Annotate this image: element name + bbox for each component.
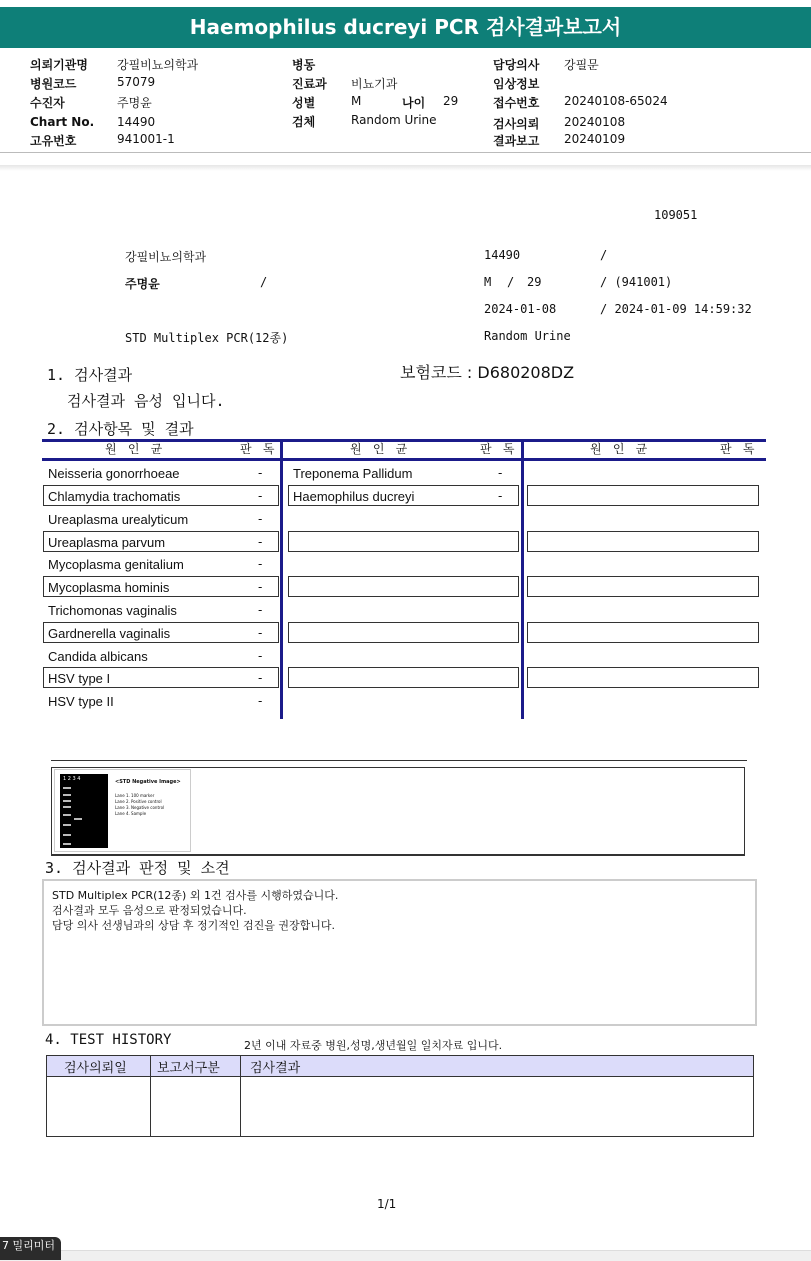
result-row-box	[288, 531, 519, 552]
gel-lane-caption: Lane 4. Sample	[115, 811, 147, 816]
result-row-box	[527, 576, 759, 597]
gel-lane-numbers: 1 2 3 4	[63, 776, 81, 782]
organism-name: Mycoplasma hominis	[48, 580, 170, 595]
header-label: 고유번호	[30, 134, 77, 148]
result-summary: 검사결과 음성 입니다.	[67, 392, 225, 410]
organism-result: -	[258, 694, 263, 708]
slash: /	[507, 275, 515, 289]
page-number: 1/1	[377, 1197, 397, 1211]
history-col-header: 보고서구분	[157, 1061, 220, 1076]
header-label: 접수번호	[493, 96, 540, 110]
header-value: 주명윤	[117, 96, 152, 110]
section-3-title: 3. 검사결과 판정 및 소견	[45, 859, 230, 877]
header-label: 수진자	[30, 96, 65, 110]
header-value: 비뇨기과	[351, 77, 398, 91]
organism-name: HSV type I	[48, 671, 111, 686]
organism-result: -	[258, 535, 263, 549]
organism-result: -	[258, 512, 263, 526]
history-note: 2년 이내 자료중 병원,성명,생년월일 일치자료 입니다.	[244, 1039, 503, 1052]
organism-result: -	[258, 557, 263, 571]
result-row-box	[527, 667, 759, 688]
organism-name: Chlamydia trachomatis	[48, 489, 181, 504]
organism-name: Mycoplasma genitalium	[48, 557, 184, 572]
column-divider	[240, 1056, 241, 1136]
gel-lane-caption: Lane 1. 100 marker	[115, 793, 155, 798]
header-value: 강필비뇨의학과	[117, 58, 199, 72]
section-2-title: 2. 검사항목 및 결과	[47, 420, 194, 438]
header-value: 강필문	[564, 58, 599, 72]
report-code: 109051	[654, 208, 698, 222]
section-1-title: 1. 검사결과	[47, 366, 133, 384]
organism-result: -	[258, 649, 263, 663]
gel-lane-caption: Lane 2. Positive control	[115, 799, 162, 804]
result-row-box	[527, 485, 759, 506]
slash: /	[600, 248, 608, 262]
history-col-header: 검사결과	[250, 1061, 301, 1076]
header-label: 병원코드	[30, 77, 77, 91]
header-label: 검체	[292, 115, 316, 129]
organism-result: -	[258, 626, 263, 640]
clinic-name: 강필비뇨의학과	[125, 250, 207, 264]
patient-sex: M	[484, 275, 492, 289]
divider-shadow	[0, 165, 811, 171]
chart-number: 14490	[484, 248, 521, 262]
header-label: 담당의사	[493, 58, 540, 72]
organism-name: Haemophilus ducreyi	[293, 489, 415, 504]
request-date: 2024-01-08	[484, 302, 557, 316]
header-value: 29	[443, 94, 459, 108]
result-row-box	[527, 622, 759, 643]
organism-result: -	[258, 580, 263, 594]
organism-result: -	[258, 466, 263, 480]
header-result: 판 독	[480, 442, 517, 456]
insurance-code: 보험코드 : D680208DZ	[400, 363, 575, 382]
header-label: 병동	[292, 58, 316, 72]
organism-result: -	[258, 603, 263, 617]
gel-lane-caption: Lane 3. Negative control	[115, 805, 165, 810]
organism-result: -	[258, 671, 263, 685]
header-value: Random Urine	[351, 113, 437, 127]
header-label: 결과보고	[493, 134, 540, 148]
divider	[51, 760, 747, 761]
test-name: STD Multiplex PCR(12종)	[125, 331, 289, 345]
organism-name: Gardnerella vaginalis	[48, 626, 171, 641]
organism-name: Trichomonas vaginalis	[48, 603, 177, 618]
report-title: Haemophilus ducreyi PCR 검사결과보고서	[0, 7, 811, 48]
gel-electrophoresis-image	[60, 774, 108, 848]
specimen: Random Urine	[484, 329, 571, 343]
interpretation-line: 검사결과 모두 음성으로 판정되었습니다.	[52, 904, 247, 917]
organism-result: -	[258, 489, 263, 503]
patient-age: 29	[527, 275, 542, 289]
header-value: 20240108-65024	[564, 94, 668, 108]
result-row-box	[288, 576, 519, 597]
organism-result: -	[498, 489, 503, 503]
patient-id: / (941001)	[600, 275, 673, 289]
patient-name: 주명윤	[125, 277, 160, 291]
header-label: 나이	[402, 96, 426, 110]
header-value: 20240108	[564, 115, 626, 129]
header-value: M	[351, 94, 362, 108]
result-row-box	[288, 667, 519, 688]
header-label: 임상정보	[493, 77, 540, 91]
interpretation-line: STD Multiplex PCR(12종) 외 1건 검사를 시행하였습니다.	[52, 889, 339, 902]
header-label: Chart No.	[30, 115, 95, 129]
organism-name: Treponema Pallidum	[293, 466, 413, 481]
gel-caption-title: <STD Negative Image>	[115, 779, 181, 785]
interpretation-line: 담당 의사 선생님과의 상담 후 정기적인 검진을 권장합니다.	[52, 919, 335, 932]
organism-name: Ureaplasma urealyticum	[48, 512, 189, 527]
history-table-header	[47, 1056, 753, 1077]
header-label: 성별	[292, 96, 316, 110]
organism-name: Candida albicans	[48, 649, 148, 664]
viewer-bottom-bar	[0, 1250, 811, 1261]
report-datetime: / 2024-01-09 14:59:32	[600, 302, 752, 316]
section-4-title: 4. TEST HISTORY	[45, 1032, 172, 1048]
header-organism: 원 인 균	[105, 442, 165, 456]
organism-name: Neisseria gonorrhoeae	[48, 466, 180, 481]
column-divider	[150, 1056, 151, 1136]
header-label: 검사의뢰	[493, 117, 540, 131]
header-label: 의뢰기관명	[30, 58, 88, 72]
slash: /	[260, 275, 268, 289]
scale-badge: 7 밀리미터	[0, 1237, 61, 1260]
column-divider	[521, 439, 524, 719]
history-col-header: 검사의뢰일	[64, 1061, 127, 1076]
header-label: 진료과	[292, 77, 327, 91]
header-result: 판 독	[720, 442, 757, 456]
header-organism: 원 인 균	[590, 442, 650, 456]
header-value: 57079	[117, 75, 156, 89]
organism-name: HSV type II	[48, 694, 114, 709]
divider	[0, 152, 811, 153]
organism-result: -	[498, 466, 503, 480]
header-value: 14490	[117, 115, 156, 129]
result-row-box	[288, 622, 519, 643]
result-row-box	[527, 531, 759, 552]
header-result: 판 독	[240, 442, 277, 456]
header-organism: 원 인 균	[350, 442, 410, 456]
organism-name: Ureaplasma parvum	[48, 535, 166, 550]
header-value: 941001-1	[117, 132, 175, 146]
column-divider	[280, 439, 283, 719]
header-value: 20240109	[564, 132, 626, 146]
